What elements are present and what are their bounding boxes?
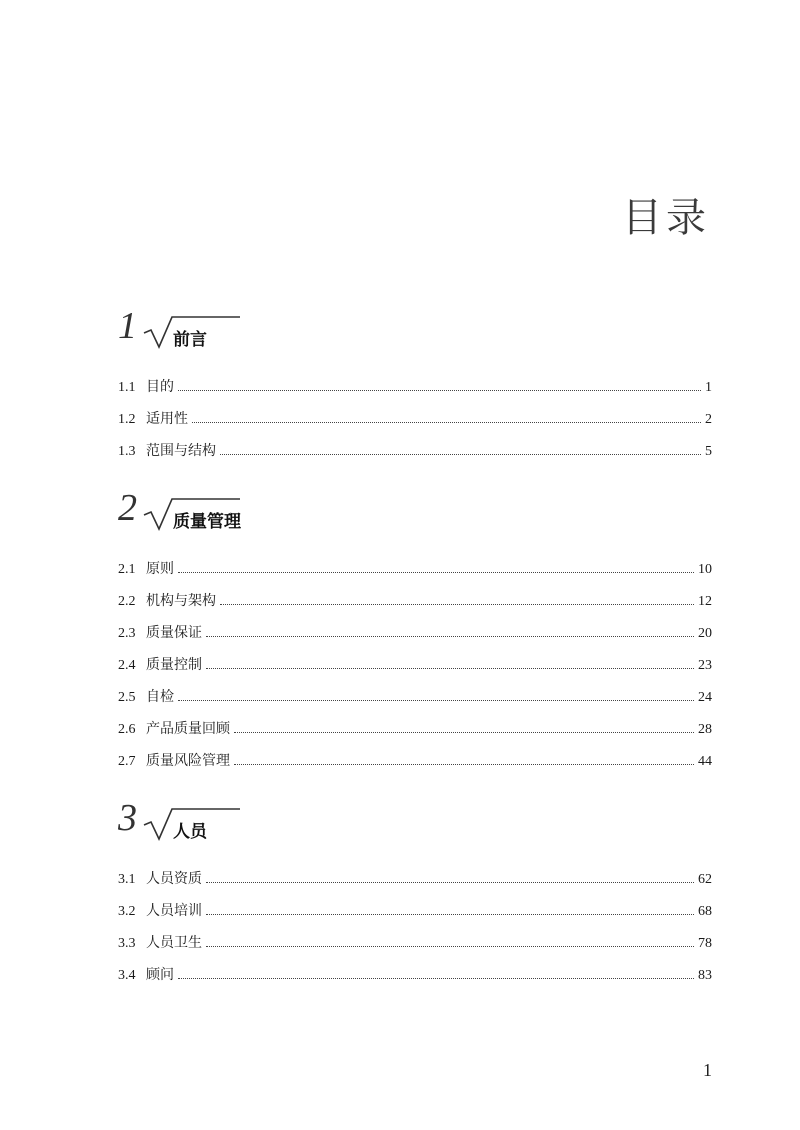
- dot-leader: [220, 453, 701, 455]
- toc-entry[interactable]: [118, 718, 712, 740]
- toc-entry[interactable]: [118, 440, 712, 462]
- entry-number: 2.5: [118, 690, 136, 705]
- dot-leader: [178, 977, 694, 979]
- entry-label: 质量风险管理: [146, 753, 230, 769]
- entry-page: 1: [705, 380, 712, 395]
- toc-entry[interactable]: [118, 750, 712, 772]
- toc-entry[interactable]: [118, 900, 712, 922]
- toc-entry[interactable]: [118, 964, 712, 986]
- entry-label: 目的: [146, 379, 174, 395]
- entry-page: 12: [698, 594, 712, 609]
- page-number: 1: [703, 1060, 712, 1080]
- dot-leader: [178, 389, 701, 391]
- entry-page: 68: [698, 904, 712, 919]
- entry-number: 2.4: [118, 658, 136, 673]
- entry-label: 原则: [146, 561, 174, 577]
- entry-label: 人员卫生: [146, 935, 202, 951]
- entry-label: 质量保证: [146, 625, 202, 641]
- entry-number: 2.6: [118, 722, 136, 737]
- toc-entry[interactable]: [118, 868, 712, 890]
- chapter-3: [118, 797, 712, 983]
- dot-leader: [234, 731, 694, 733]
- entry-label: 质量控制: [146, 657, 202, 673]
- dot-leader: [220, 603, 694, 605]
- entry-number: 1.3: [118, 444, 136, 459]
- chapter-number: 3: [118, 797, 137, 839]
- toc-entry[interactable]: [118, 558, 712, 580]
- toc-entry[interactable]: [118, 622, 712, 644]
- entry-page: 78: [698, 936, 712, 951]
- chapter-number: 2: [118, 487, 137, 529]
- chapter-heading: [118, 305, 712, 358]
- toc-entry[interactable]: [118, 408, 712, 430]
- entry-page: 10: [698, 562, 712, 577]
- entry-number: 3.3: [118, 936, 136, 951]
- dot-leader: [178, 571, 694, 573]
- entry-label: 人员资质: [146, 871, 202, 887]
- dot-leader: [206, 913, 694, 915]
- toc-entry[interactable]: [118, 932, 712, 954]
- entry-number: 1.1: [118, 380, 136, 395]
- chapter-number: 1: [118, 305, 137, 347]
- entry-label: 产品质量回顾: [146, 721, 230, 737]
- entry-page: 20: [698, 626, 712, 641]
- entry-number: 2.2: [118, 594, 136, 609]
- toc-entry[interactable]: [118, 376, 712, 398]
- chapter-1: [118, 305, 712, 459]
- page-title: 目录: [622, 195, 710, 241]
- entry-number: 2.1: [118, 562, 136, 577]
- toc-entry[interactable]: [118, 590, 712, 612]
- dot-leader: [178, 699, 694, 701]
- chapter-title: 人员: [173, 822, 207, 842]
- entry-page: 24: [698, 690, 712, 705]
- dot-leader: [234, 763, 694, 765]
- entry-label: 自检: [146, 689, 174, 705]
- chapter-heading: [118, 797, 712, 850]
- entry-number: 1.2: [118, 412, 136, 427]
- entry-page: 62: [698, 872, 712, 887]
- chapter-title: 质量管理: [173, 512, 241, 532]
- entry-label: 人员培训: [146, 903, 202, 919]
- entry-number: 3.1: [118, 872, 136, 887]
- dot-leader: [192, 421, 701, 423]
- entry-page: 44: [698, 754, 712, 769]
- entry-number: 2.7: [118, 754, 136, 769]
- entry-page: 28: [698, 722, 712, 737]
- dot-leader: [206, 635, 694, 637]
- entry-label: 范围与结构: [146, 443, 216, 459]
- entry-number: 2.3: [118, 626, 136, 641]
- entry-label: 机构与架构: [146, 593, 216, 609]
- entry-page: 23: [698, 658, 712, 673]
- dot-leader: [206, 667, 694, 669]
- toc-entry[interactable]: [118, 654, 712, 676]
- dot-leader: [206, 945, 694, 947]
- entry-number: 3.2: [118, 904, 136, 919]
- entry-label: 适用性: [146, 411, 188, 427]
- chapter-2: [118, 487, 712, 769]
- entry-page: 5: [705, 444, 712, 459]
- toc-entry[interactable]: [118, 686, 712, 708]
- dot-leader: [206, 881, 694, 883]
- entry-number: 3.4: [118, 968, 136, 983]
- chapter-heading: [118, 487, 712, 540]
- chapter-title: 前言: [173, 330, 207, 350]
- entry-page: 2: [705, 412, 712, 427]
- entry-page: 83: [698, 968, 712, 983]
- entry-label: 顾问: [146, 967, 174, 983]
